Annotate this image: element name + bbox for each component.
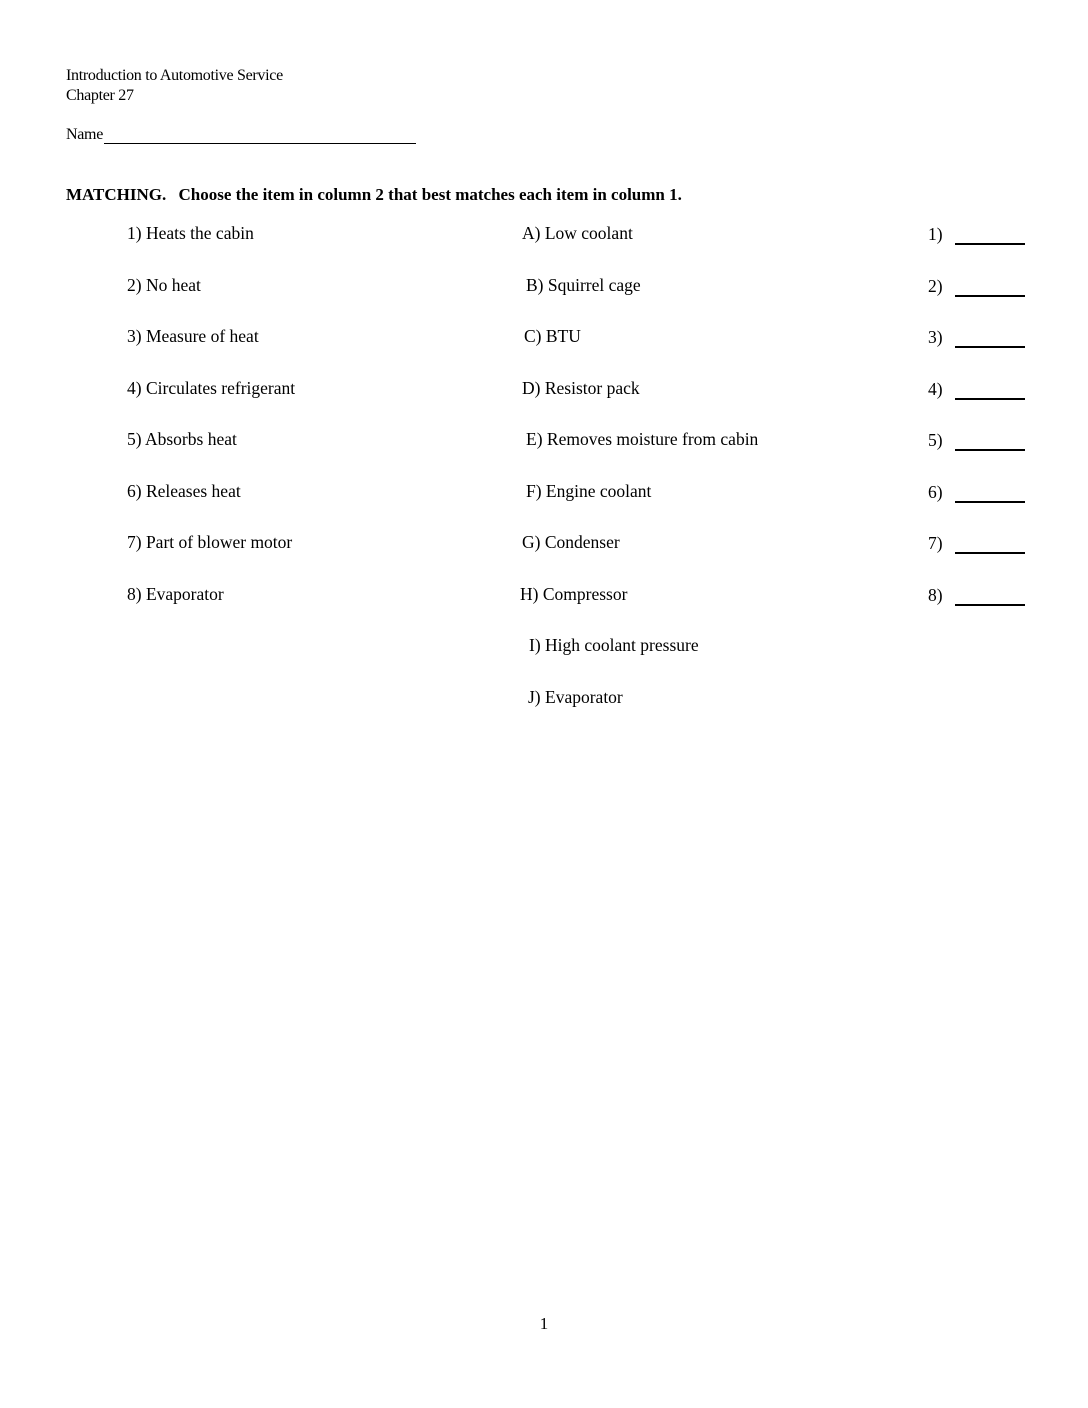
- answer-number: 7): [928, 533, 943, 553]
- answer-row: [928, 223, 1025, 245]
- column-2-item: H) Compressor: [520, 584, 628, 604]
- column-2-item: J) Evaporator: [528, 687, 623, 707]
- answer-blank[interactable]: [955, 326, 1025, 348]
- answer-row: [928, 532, 1025, 554]
- answer-number: 5): [928, 430, 943, 450]
- answer-blank[interactable]: [955, 481, 1025, 503]
- column-1-item: 4) Circulates refrigerant: [127, 378, 296, 398]
- column-1-item: 8) Evaporator: [127, 584, 224, 604]
- answer-blank[interactable]: [955, 223, 1025, 245]
- column-1-item: 2) No heat: [127, 274, 201, 295]
- column-2-item: G) Condenser: [522, 532, 620, 552]
- answer-number: 1): [928, 224, 943, 244]
- column-1-item: 6) Releases heat: [127, 481, 241, 501]
- column-2-item: E) Removes moisture from cabin: [526, 429, 759, 449]
- instructions-lead: MATCHING.: [66, 185, 167, 204]
- column-2-item: B) Squirrel cage: [526, 274, 641, 295]
- name-field[interactable]: [104, 125, 416, 144]
- answer-row: [928, 429, 1025, 451]
- answer-blank[interactable]: [955, 584, 1025, 606]
- chapter-title: Chapter 27: [66, 87, 134, 104]
- column-2-item: A) Low coolant: [522, 223, 633, 243]
- column-1-item: 5) Absorbs heat: [127, 429, 237, 449]
- answer-number: 8): [928, 585, 943, 605]
- answer-number: 6): [928, 482, 943, 502]
- answer-blank[interactable]: [955, 378, 1025, 400]
- column-1-item: 7) Part of blower motor: [127, 532, 293, 552]
- page-number: 1: [539, 1314, 549, 1333]
- answer-row: [928, 326, 1025, 348]
- column-1-item: 3) Measure of heat: [127, 326, 259, 346]
- answer-row: [928, 584, 1025, 606]
- answer-number: 3): [928, 327, 943, 347]
- answer-row: [928, 481, 1025, 503]
- answer-row: [928, 378, 1025, 400]
- answer-row: [928, 275, 1025, 297]
- column-1-item: 1) Heats the cabin: [127, 223, 254, 243]
- instructions-text: Choose the item in column 2 that best matches each item in column 1.: [178, 185, 682, 204]
- answer-number: 2): [928, 275, 943, 296]
- column-2-item: I) High coolant pressure: [529, 635, 699, 655]
- answer-blank[interactable]: [955, 532, 1025, 554]
- answer-number: 4): [928, 379, 943, 399]
- name-label: Name: [66, 126, 104, 143]
- name-row: [66, 125, 416, 144]
- column-2-item: F) Engine coolant: [526, 481, 652, 501]
- answer-blank[interactable]: [955, 429, 1025, 451]
- answer-blank[interactable]: [955, 275, 1025, 297]
- column-2-item: C) BTU: [524, 326, 581, 346]
- column-2-item: D) Resistor pack: [522, 378, 640, 398]
- course-title: Introduction to Automotive Service: [66, 67, 283, 84]
- instructions: [66, 185, 682, 205]
